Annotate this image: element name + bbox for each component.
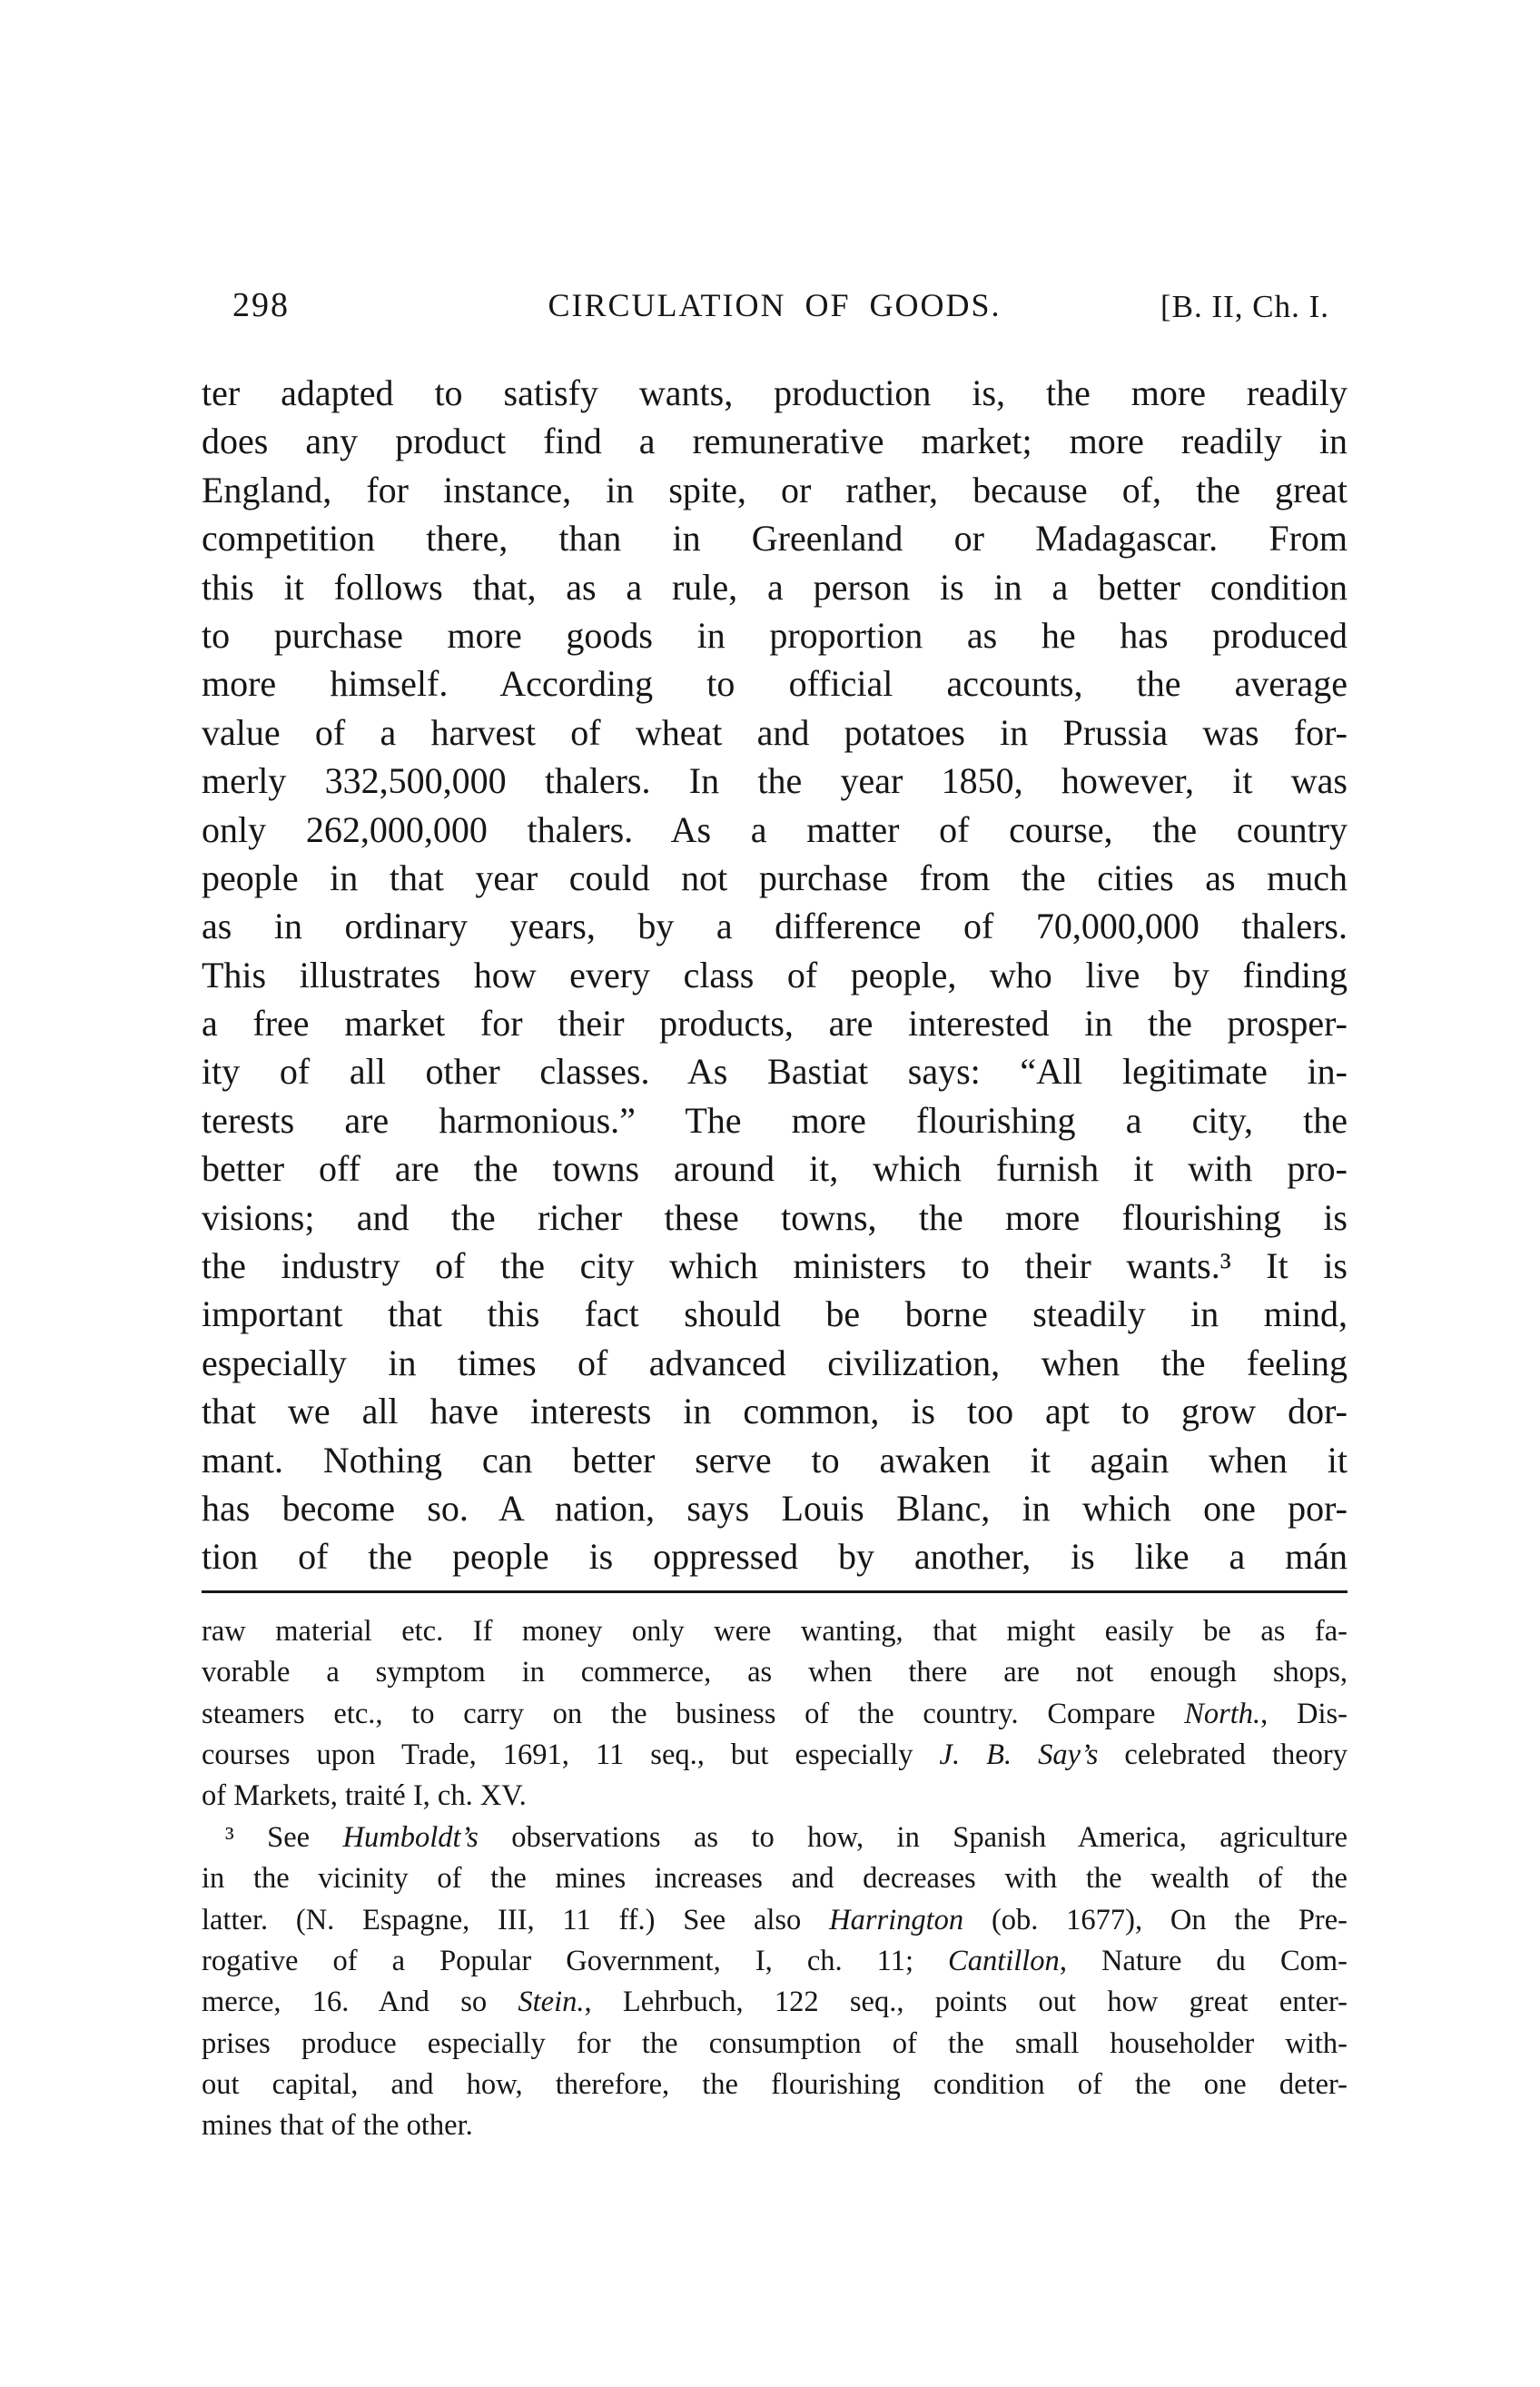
text-line: merly 332,500,000 thalers. In the year 1850, however, it was — [202, 760, 1348, 802]
footnote-line: merce, 16. And so Stein., Lehrbuch, 122 seq., points out how great enter- — [202, 1986, 1348, 2019]
running-title: CIRCULATION OF GOODS. — [548, 287, 1002, 323]
footnote-line: ³ See Humboldt’s observations as to how, in Spanish America, agriculture — [225, 1820, 1348, 1854]
footnote-line: latter. (N. Espagne, III, 11 ff.) See also Harrington (ob. 1677), On the Pre- — [202, 1903, 1348, 1936]
footnote-line: mines that of the other. — [202, 2109, 473, 2143]
footnote-line: steamers etc., to carry on the business of the country. Compare North., Dis- — [202, 1697, 1348, 1730]
text-line: a free market for their products, are interested in the prosper- — [202, 1003, 1348, 1045]
footnote-line: rogative of a Popular Government, I, ch. 11; Cantillon, Nature du Com- — [202, 1944, 1348, 1977]
text-line: important that this fact should be borne steadily in mind, — [202, 1293, 1348, 1335]
footnote-line: vorable a symptom in commerce, as when there are not enough shops, — [202, 1656, 1348, 1689]
page-number: 298 — [232, 286, 290, 324]
page-content — [202, 283, 1348, 2147]
running-header — [202, 283, 1348, 327]
footnote-line: courses upon Trade, 1691, 11 seq., but especially J. B. Say’s celebrated theory — [202, 1738, 1348, 1771]
footnote-line: prises produce especially for the consumption of the small householder with- — [202, 2026, 1348, 2060]
text-line: This illustrates how every class of people, who live by finding — [202, 954, 1348, 995]
text-line: more himself. According to official accounts, the average — [202, 663, 1348, 705]
footnote-line: of Markets, traité I, ch. XV. — [202, 1779, 527, 1813]
text-line: as in ordinary years, by a difference of 70,000,000 thalers. — [202, 906, 1348, 947]
text-line: the industry of the city which ministers to their wants.³ It is — [202, 1245, 1348, 1287]
text-line: mant. Nothing can better serve to awaken it again when it — [202, 1439, 1348, 1481]
chapter-reference: [B. II, Ch. I. — [1160, 289, 1329, 324]
text-line: ity of all other classes. As Bastiat says: “All legitimate in- — [202, 1051, 1348, 1093]
footnote-line: in the vicinity of the mines increases and decreases with the wealth of the — [202, 1862, 1348, 1896]
text-line: value of a harvest of wheat and potatoes in Prussia was for- — [202, 711, 1348, 753]
text-line: to purchase more goods in proportion as he has produced — [202, 614, 1348, 656]
text-line: England, for instance, in spite, or rather, because of, the great — [202, 469, 1348, 510]
footnote-line: out capital, and how, therefore, the flourishing condition of the one deter- — [202, 2068, 1348, 2102]
text-line: does any product find a remunerative market; more readily in — [202, 421, 1348, 462]
footnote-continuation — [202, 1611, 1348, 1817]
text-line: tion of the people is oppressed by another, is like a mán — [202, 1536, 1348, 1578]
text-line: only 262,000,000 thalers. As a matter of course, the country — [202, 808, 1348, 850]
text-line: better off are the towns around it, which furnish it with pro- — [202, 1148, 1348, 1190]
text-line: competition there, than in Greenland or Madagascar. From — [202, 518, 1348, 560]
text-line: this it follows that, as a rule, a person is in a better condition — [202, 566, 1348, 608]
text-line: ter adapted to satisfy wants, production is, the more readily — [202, 372, 1348, 413]
text-line: that we all have interests in common, is too apt to grow dor- — [202, 1391, 1348, 1432]
footnote-divider — [202, 1590, 1348, 1593]
footnote-line: raw material etc. If money only were wanting, that might easily be as fa- — [202, 1614, 1348, 1648]
text-line: people in that year could not purchase from the cities as much — [202, 857, 1348, 898]
footnote-3 — [202, 1817, 1348, 2147]
text-line: terests are harmonious.” The more flourishing a city, the — [202, 1099, 1348, 1141]
text-line: especially in times of advanced civilization, when the feeling — [202, 1342, 1348, 1383]
footnotes-section — [202, 1611, 1348, 2147]
main-paragraph — [202, 369, 1348, 1581]
text-line: visions; and the richer these towns, the more flourishing is — [202, 1196, 1348, 1238]
text-line: has become so. A nation, says Louis Blanc, in which one por- — [202, 1487, 1348, 1529]
